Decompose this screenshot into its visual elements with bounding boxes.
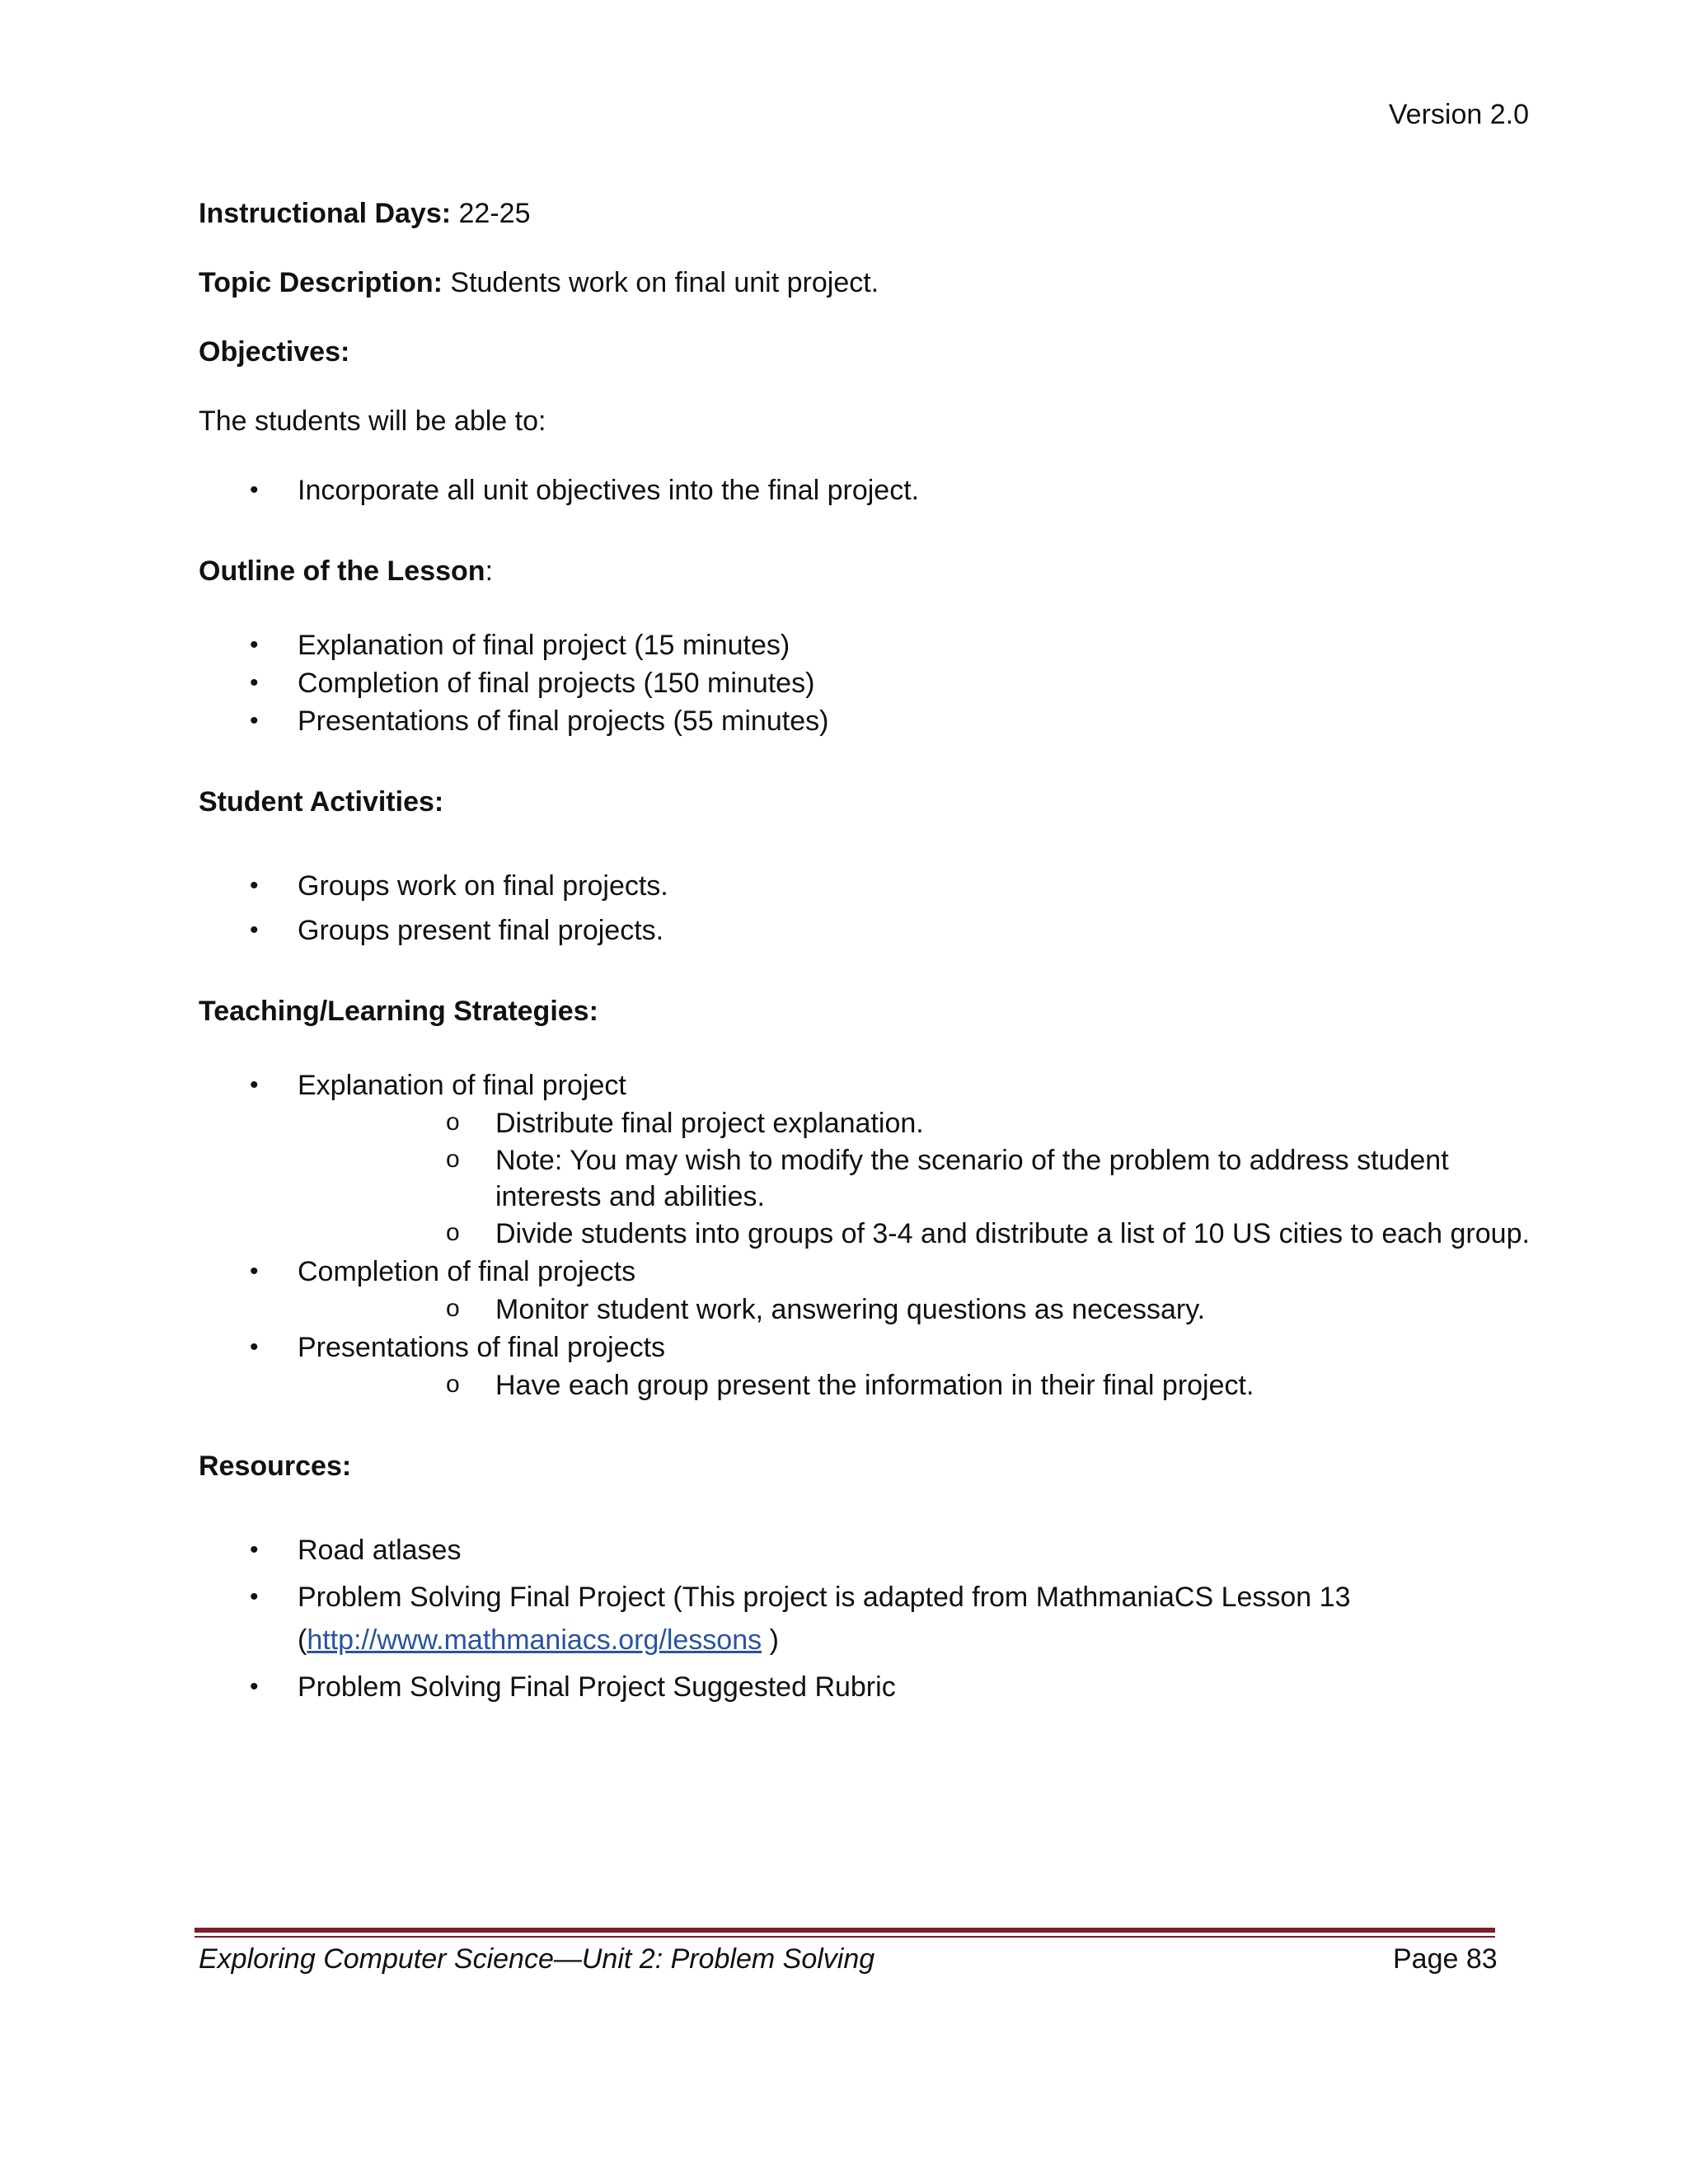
bullet-icon: • (250, 1536, 259, 1563)
bullet-icon: • (250, 1071, 259, 1099)
bullet-icon: • (250, 669, 259, 696)
student-activities-heading: Student Activities: (199, 786, 444, 818)
bullet-icon: • (250, 476, 259, 504)
topic-description (199, 264, 1534, 302)
list-item (199, 626, 1534, 664)
lesson-content (199, 194, 1534, 1713)
sub-list (199, 1104, 1534, 1253)
list-item (199, 664, 1534, 702)
sub-list-item-text: Note: You may wish to modify the scenario of the problem to address student interests and abilities. (495, 1145, 1449, 1212)
circle-bullet-icon: o (446, 1146, 460, 1173)
objectives-intro: The students will be able to: (199, 405, 546, 437)
bullet-icon: • (250, 631, 259, 658)
list-item-text: Completion of final projects (150 minutes) (298, 668, 815, 699)
sub-list-item-text: Distribute final project explanation. (495, 1108, 924, 1139)
list-item (199, 912, 1534, 949)
list-item-text: Explanation of final project (298, 1070, 626, 1101)
resources-list (199, 1531, 1534, 1706)
sub-list-item (298, 1291, 1534, 1329)
list-item-text: Completion of final projects (298, 1256, 636, 1287)
resources-heading: Resources: (199, 1451, 352, 1482)
bullet-icon: • (250, 1583, 259, 1610)
list-item (199, 1066, 1534, 1253)
list-item (199, 1329, 1534, 1404)
sub-list-item-text: Monitor student work, answering questions as necessary. (495, 1294, 1206, 1325)
instructional-days (199, 194, 1534, 232)
version-label: Version 2.0 (1388, 99, 1529, 130)
list-item-text: Incorporate all unit objectives into the final project. (298, 475, 920, 506)
bullet-icon: • (250, 1258, 259, 1285)
outline-list (199, 626, 1534, 740)
list-item (199, 867, 1534, 905)
footer-rule (195, 1928, 1495, 1933)
link-open-paren: ( (298, 1624, 307, 1656)
objectives-heading: Objectives: (199, 336, 350, 368)
sub-list-item (298, 1215, 1534, 1253)
bullet-icon: • (250, 1673, 259, 1700)
list-item (199, 1668, 1534, 1706)
list-item-text: Problem Solving Final Project Suggested Rubric (298, 1671, 896, 1703)
list-item-text: Groups work on final projects. (298, 870, 668, 902)
topic-description-value: Students work on final unit project. (442, 267, 879, 298)
sub-list (199, 1291, 1534, 1329)
sub-list-item (298, 1142, 1534, 1215)
strategies-list (199, 1066, 1534, 1404)
footer-title: Exploring Computer Science—Unit 2: Problem Solving (199, 1943, 875, 1975)
list-item (199, 1576, 1534, 1661)
outline-heading-suffix: : (485, 555, 494, 587)
list-item-text: Presentations of final projects (55 minutes) (298, 705, 829, 737)
sub-list-item (298, 1366, 1534, 1404)
bullet-icon: • (250, 707, 259, 734)
footer-rule-thin (195, 1936, 1495, 1938)
list-item-text: Explanation of final project (15 minutes) (298, 630, 790, 661)
sub-list-item-text: Divide students into groups of 3-4 and distribute a list of 10 US cities to each group. (495, 1218, 1530, 1249)
circle-bullet-icon: o (446, 1295, 460, 1322)
bullet-icon: • (250, 872, 259, 899)
sub-list-item-text: Have each group present the information in their final project. (495, 1370, 1254, 1401)
instructional-days-value: 22-25 (451, 198, 531, 229)
list-item-text: Problem Solving Final Project (This project is adapted from MathmaniaCS Lesson 13 (298, 1582, 1351, 1613)
list-item-text: Groups present final projects. (298, 915, 664, 946)
list-item-text: Road atlases (298, 1535, 462, 1566)
circle-bullet-icon: o (446, 1108, 460, 1136)
list-item-text: Presentations of final projects (298, 1332, 666, 1363)
mathmaniacs-link[interactable]: http://www.mathmaniacs.org/lessons (307, 1624, 762, 1656)
sub-list (199, 1366, 1534, 1404)
list-item (199, 471, 1534, 509)
page-number: Page 83 (1393, 1943, 1498, 1975)
student-activities-list (199, 867, 1534, 949)
bullet-icon: • (250, 1333, 259, 1361)
link-close-paren: ) (762, 1624, 779, 1656)
circle-bullet-icon: o (446, 1219, 460, 1246)
bullet-icon: • (250, 916, 259, 944)
list-item (199, 1253, 1534, 1329)
list-item (199, 702, 1534, 740)
topic-description-label: Topic Description: (199, 267, 443, 298)
outline-heading (199, 552, 1534, 590)
outline-heading-label: Outline of the Lesson (199, 555, 485, 587)
instructional-days-label: Instructional Days: (199, 198, 452, 229)
strategies-heading: Teaching/Learning Strategies: (199, 996, 598, 1027)
sub-list-item (298, 1104, 1534, 1142)
list-item (199, 1531, 1534, 1569)
objectives-list (199, 471, 1534, 509)
circle-bullet-icon: o (446, 1371, 460, 1398)
